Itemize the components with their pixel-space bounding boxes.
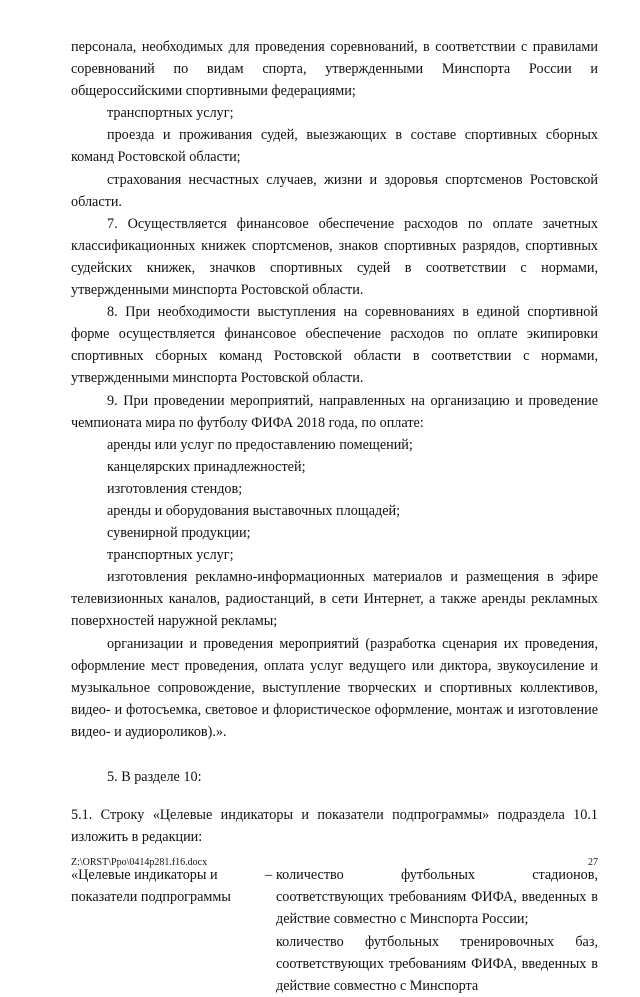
dash-separator: –	[264, 867, 273, 884]
indicators-values	[276, 864, 598, 997]
paragraph: транспортных услуг;	[107, 105, 234, 122]
section-5-1-text: 5.1. Строку «Целевые индикаторы и показатели подпрограммы» подраздела 10.1 изложить в редакции:	[71, 807, 598, 846]
paragraph: персонала, необходимых для проведения соревнований, в соответствии с правилами соревнований по видам спорта, утвержденными Минспорта России и общероссийскими спортивными федерациями;	[71, 39, 598, 100]
paragraph: аренды или услуг по предоставлению помещений;	[107, 436, 413, 453]
paragraph: аренды и оборудования выставочных площадей;	[107, 502, 401, 519]
paragraph: 8. При необходимости выступления на соревнованиях в единой спортивной форме осуществляется финансовое обеспечение расходов по оплате экипировки спортивных сборных команд Ростовской области в соответствии с нормами, утвержденными минспорта Ростовской области.	[71, 304, 598, 387]
paragraph: сувенирной продукции;	[107, 525, 251, 542]
indicator-item: количество футбольных тренировочных баз, соответствующих требованиям ФИФА, введенных в действие совместно с Минспорта	[276, 933, 598, 994]
paragraph: проезда и проживания судей, выезжающих в составе спортивных сборных команд Ростовской области;	[71, 127, 598, 166]
page-number: 27	[588, 857, 598, 868]
indicator-item: количество футбольных стадионов, соответствующих требованиям ФИФА, введенных в действие совместно с Минспорта России;	[276, 867, 598, 928]
paragraph: канцелярских принадлежностей;	[107, 458, 306, 475]
file-path: Z:\ORST\Ppo\0414p281.f16.docx	[71, 857, 208, 868]
paragraph: 9. При проведении мероприятий, направленных на организацию и проведение чемпионата мира по футболу ФИФА 2018 года, по оплате:	[71, 392, 598, 431]
page-footer	[71, 857, 598, 868]
indicators-table	[71, 864, 598, 997]
paragraph: 7. Осуществляется финансовое обеспечение расходов по оплате зачетных классификационных книжек спортсменов, знаков спортивных разрядов, спортивных судейских книжек, значков спортивных судей в соответствии с нормами, утвержденными минспорта Ростовской области.	[71, 215, 598, 299]
paragraph: организации и проведения мероприятий (разработка сценария их проведения, оформление мест проведения, оплата услуг ведущего или диктора, звукоусиление и музыкальное сопровождение, выступление творческих и спортивных коллективов, видео- и фотосъемка, световое и флористическое оформление, монтаж и изготовление видео- и аудиороликов).».	[71, 635, 598, 740]
section-5-heading: 5. В разделе 10:	[107, 769, 202, 785]
indicators-label: «Целевые индикаторы и показатели подпрограммы	[71, 867, 231, 906]
paragraph: изготовления стендов;	[107, 480, 243, 497]
paragraph: транспортных услуг;	[107, 547, 234, 564]
document-page	[71, 36, 598, 997]
body-text	[71, 36, 598, 743]
paragraph: страхования несчастных случаев, жизни и здоровья спортсменов Ростовской области.	[71, 171, 598, 210]
paragraph: изготовления рекламно-информационных материалов и размещения в эфире телевизионных каналов, радиостанций, в сети Интернет, а также аренды рекламных поверхностей наружной рекламы;	[71, 569, 598, 630]
